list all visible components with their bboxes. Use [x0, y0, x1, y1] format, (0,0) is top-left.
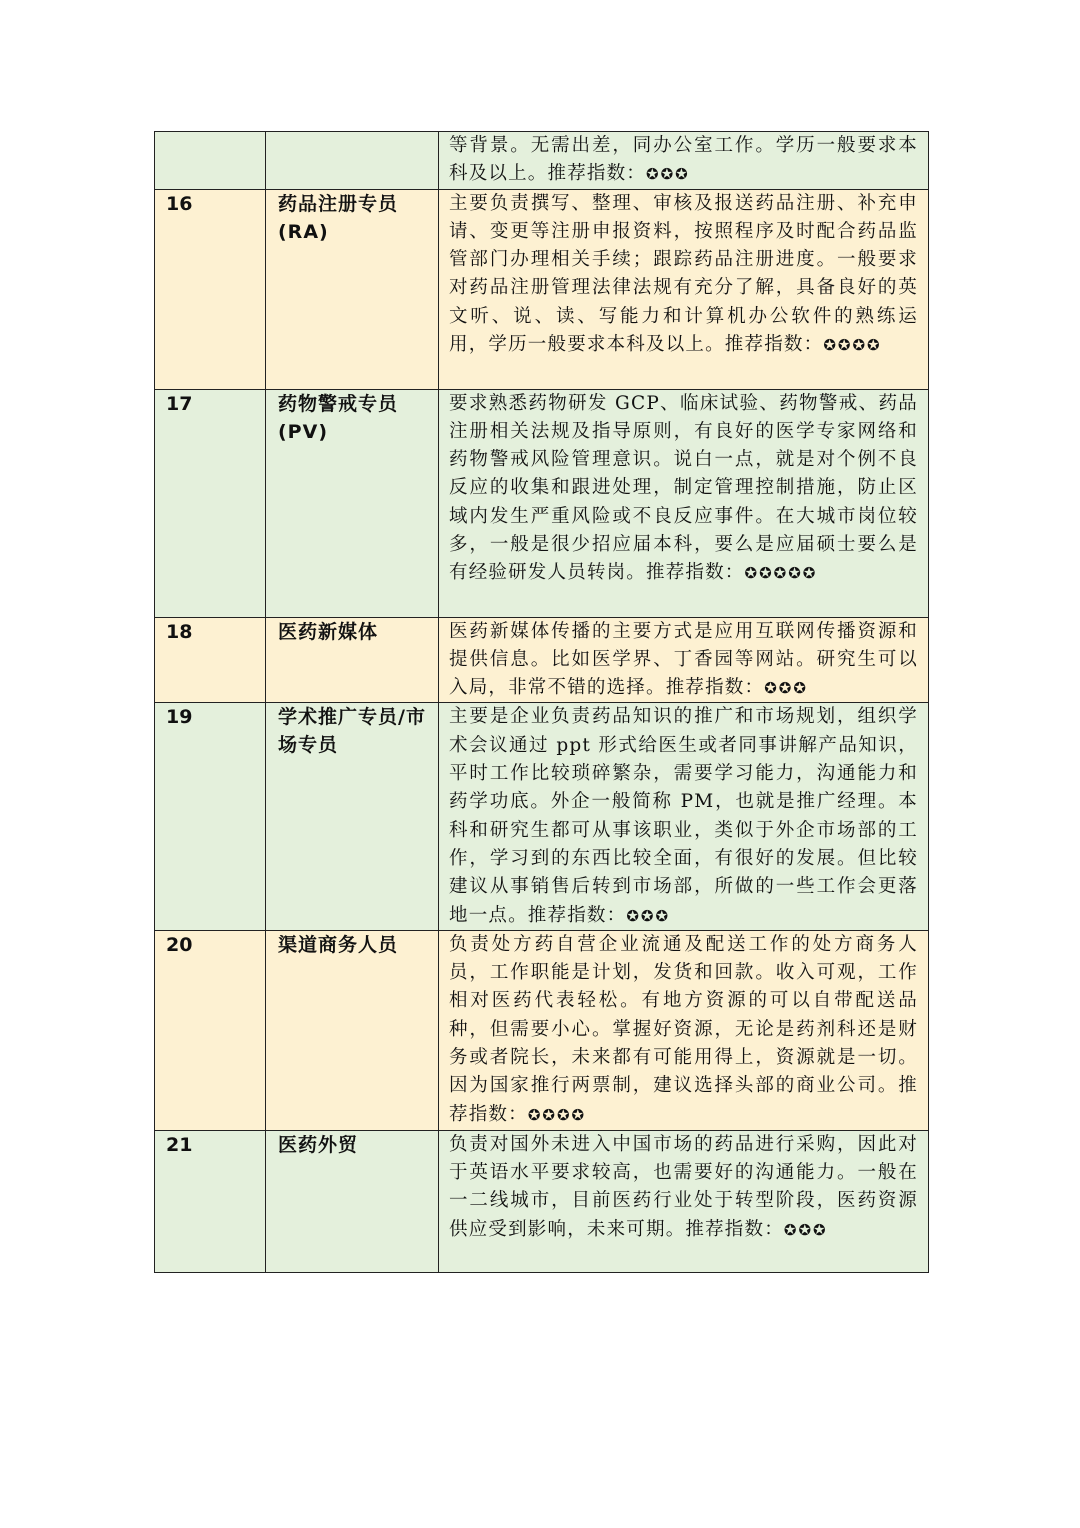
desc-cell: [439, 703, 929, 930]
job-table: [154, 131, 929, 1273]
job-description: [439, 703, 928, 929]
star-rating: ✪✪✪: [626, 906, 671, 925]
job-description: [439, 132, 928, 189]
description-text: 主要负责撰写、整理、审核及报送药品注册、补充申请、变更等注册申报资料，按照程序及时配合药品监管部门办理相关手续；跟踪药品注册进度。一般要求对药品注册管理法律法规有充分了解，具备良好的英文听、说、读、写能力和计算机办公软件的熟练运用，学历一般要求本科及以上。推荐指数：: [449, 192, 918, 356]
description-text: 主要是企业负责药品知识的推广和市场规划，组织学术会议通过 ppt 形式给医生或者同事讲解产品知识，平时工作比较琐碎繁杂，需要学习能力，沟通能力和药学功底。外企一般简称 PM，也就是推广经理。本科和研究生都可从事该职业，类似于外企市场部的工作，学习到的东西比较全面，有很好的发展。但比较建议从事销售后转到市场部，所做的一些工作会更落地一点。推荐指数：: [449, 706, 918, 926]
star-rating: ✪✪✪: [783, 1220, 828, 1239]
title-cell: [266, 132, 439, 190]
title-cell: [266, 1130, 439, 1272]
star-rating: ✪✪✪✪: [527, 1105, 587, 1124]
job-description: [439, 931, 928, 1129]
table-row: [155, 132, 929, 190]
row-number: 20: [166, 933, 193, 956]
table-row: [155, 189, 929, 389]
job-title: 药物警戒专员(PV): [278, 392, 399, 443]
job-title: 医药外贸: [278, 1133, 359, 1156]
num-cell: [155, 1130, 266, 1272]
desc-cell: [439, 132, 929, 190]
row-number: 19: [166, 706, 193, 729]
job-description: [439, 618, 928, 703]
desc-cell: [439, 389, 929, 617]
title-cell: [266, 703, 439, 930]
title-cell: [266, 189, 439, 389]
table-row: [155, 617, 929, 703]
star-rating: ✪✪✪: [646, 165, 690, 184]
description-text: 负责处方药自营企业流通及配送工作的处方商务人员，工作职能是计划，发货和回款。收入可观，工作相对医药代表轻松。有地方资源的可以自带配送品种，但需要小心。掌握好资源，无论是药剂科还是财务或者院长，未来都有可能用得上，资源就是一切。因为国家推行两票制，建议选择头部的商业公司。推荐指数：: [449, 933, 918, 1125]
num-cell: [155, 703, 266, 930]
star-rating: ✪✪✪✪✪: [744, 564, 818, 583]
title-cell: [266, 930, 439, 1130]
description-text: 要求熟悉药物研发 GCP、临床试验、药物警戒、药品注册相关法规及指导原则，有良好的医学专家网络和药物警戒风险管理意识。说白一点，就是对个例不良反应的收集和跟进处理，制定管理控制措施，防止区域内发生严重风险或不良反应事件。在大城市岗位较多，一般是很少招应届本科，要么是应届硕士要么是有经验研发人员转岗。推荐指数：: [449, 392, 918, 584]
desc-cell: [439, 617, 929, 703]
star-rating: ✪✪✪: [764, 679, 808, 698]
row-number: 17: [166, 392, 193, 415]
num-cell: [155, 132, 266, 190]
table-row: [155, 1130, 929, 1272]
title-cell: [266, 389, 439, 617]
row-number: 21: [166, 1133, 193, 1156]
num-cell: [155, 930, 266, 1130]
row-number: 16: [166, 192, 193, 215]
table-row: [155, 703, 929, 930]
star-rating: ✪✪✪✪: [823, 336, 882, 355]
job-description: [439, 190, 928, 360]
description-text: 等背景。无需出差，同办公室工作。学历一般要求本科及以上。推荐指数：: [449, 135, 918, 185]
num-cell: [155, 189, 266, 389]
row-number: 18: [166, 620, 193, 643]
description-text: 负责对国外未进入中国市场的药品进行采购，因此对于英语水平要求较高，也需要好的沟通能力。一般在一二线城市，目前医药行业处于转型阶段，医药资源供应受到影响，未来可期。推荐指数：: [449, 1133, 918, 1240]
desc-cell: [439, 1130, 929, 1272]
title-cell: [266, 617, 439, 703]
num-cell: [155, 389, 266, 617]
num-cell: [155, 617, 266, 703]
job-title: 渠道商务人员: [278, 933, 399, 956]
desc-cell: [439, 930, 929, 1130]
table-row: [155, 930, 929, 1130]
desc-cell: [439, 189, 929, 389]
job-title: 医药新媒体: [278, 620, 379, 643]
table-row: [155, 389, 929, 617]
job-title: 药品注册专员(RA): [278, 192, 399, 243]
job-description: [439, 390, 928, 588]
job-description: [439, 1131, 928, 1244]
description-text: 医药新媒体传播的主要方式是应用互联网传播资源和提供信息。比如医学界、丁香园等网站。研究生可以入局，非常不错的选择。推荐指数：: [449, 620, 918, 699]
job-title: 学术推广专员/市场专员: [278, 706, 426, 757]
